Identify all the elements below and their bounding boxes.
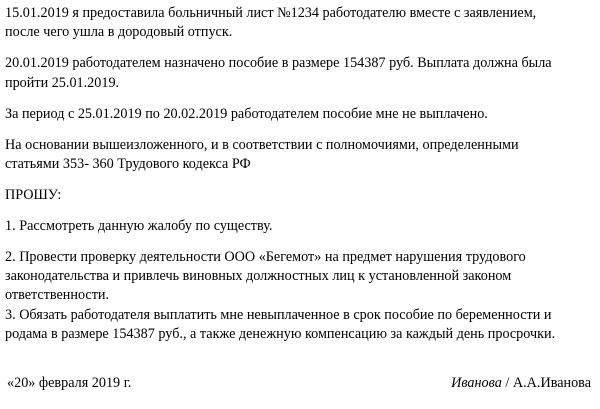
paragraph-sick-leave [5, 4, 597, 43]
paragraph-line: 1. Рассмотреть данную жалобу по существу. [5, 217, 273, 234]
paragraph-line: 2. Провести проверку деятельности ООО «Бегемот» на предмет нарушения трудового [5, 248, 526, 265]
paragraph-line: после чего ушла в дородовый отпуск. [5, 24, 233, 41]
paragraph-benefit-assigned [5, 54, 597, 93]
paragraph-line: ответственности. [5, 287, 110, 304]
paragraph-line: ПРОШУ: [5, 186, 62, 203]
paragraph-line: 15.01.2019 я предоставила больничный лист №1234 работодателю вместе с заявлением, [5, 5, 537, 21]
paragraph-line: пройти 25.01.2019. [5, 74, 120, 91]
signer-name: А.А.Иванова [512, 375, 591, 391]
signature-block [451, 374, 591, 393]
signature-separator: / [501, 375, 513, 391]
paragraph-line: 20.01.2019 работодателем назначено пособие в размере 154387 руб. Выплата должна была [5, 55, 552, 72]
request-item-2 [5, 248, 597, 306]
paragraph-line: статьями 353- 360 Трудового кодекса РФ [5, 155, 251, 172]
request-item-1 [5, 217, 597, 236]
paragraph-not-paid [5, 105, 597, 124]
request-heading [5, 186, 597, 205]
paragraph-legal-basis [5, 136, 597, 175]
document-body [5, 4, 597, 356]
paragraph-line: На основании вышеизложенного, и в соответствии с полномочиями, определенными [5, 136, 519, 153]
document-date: «20» февраля 2019 г. [7, 375, 132, 391]
paragraph-line: За период с 25.01.2019 по 20.02.2019 работодателем пособие мне не выплачено. [5, 105, 488, 122]
handwritten-signature: Иванова [451, 375, 502, 391]
paragraph-line: 3. Обязать работодателя выплатить мне невыплаченное в срок пособие по беременности и [5, 306, 552, 323]
request-item-3 [5, 306, 597, 345]
paragraph-line: родама в размере 154387 руб., а также денежную компенсацию за каждый день просрочки. [5, 326, 556, 343]
paragraph-line: законодательства и привлечь виновных должностных лиц к установленной законом [5, 268, 512, 285]
